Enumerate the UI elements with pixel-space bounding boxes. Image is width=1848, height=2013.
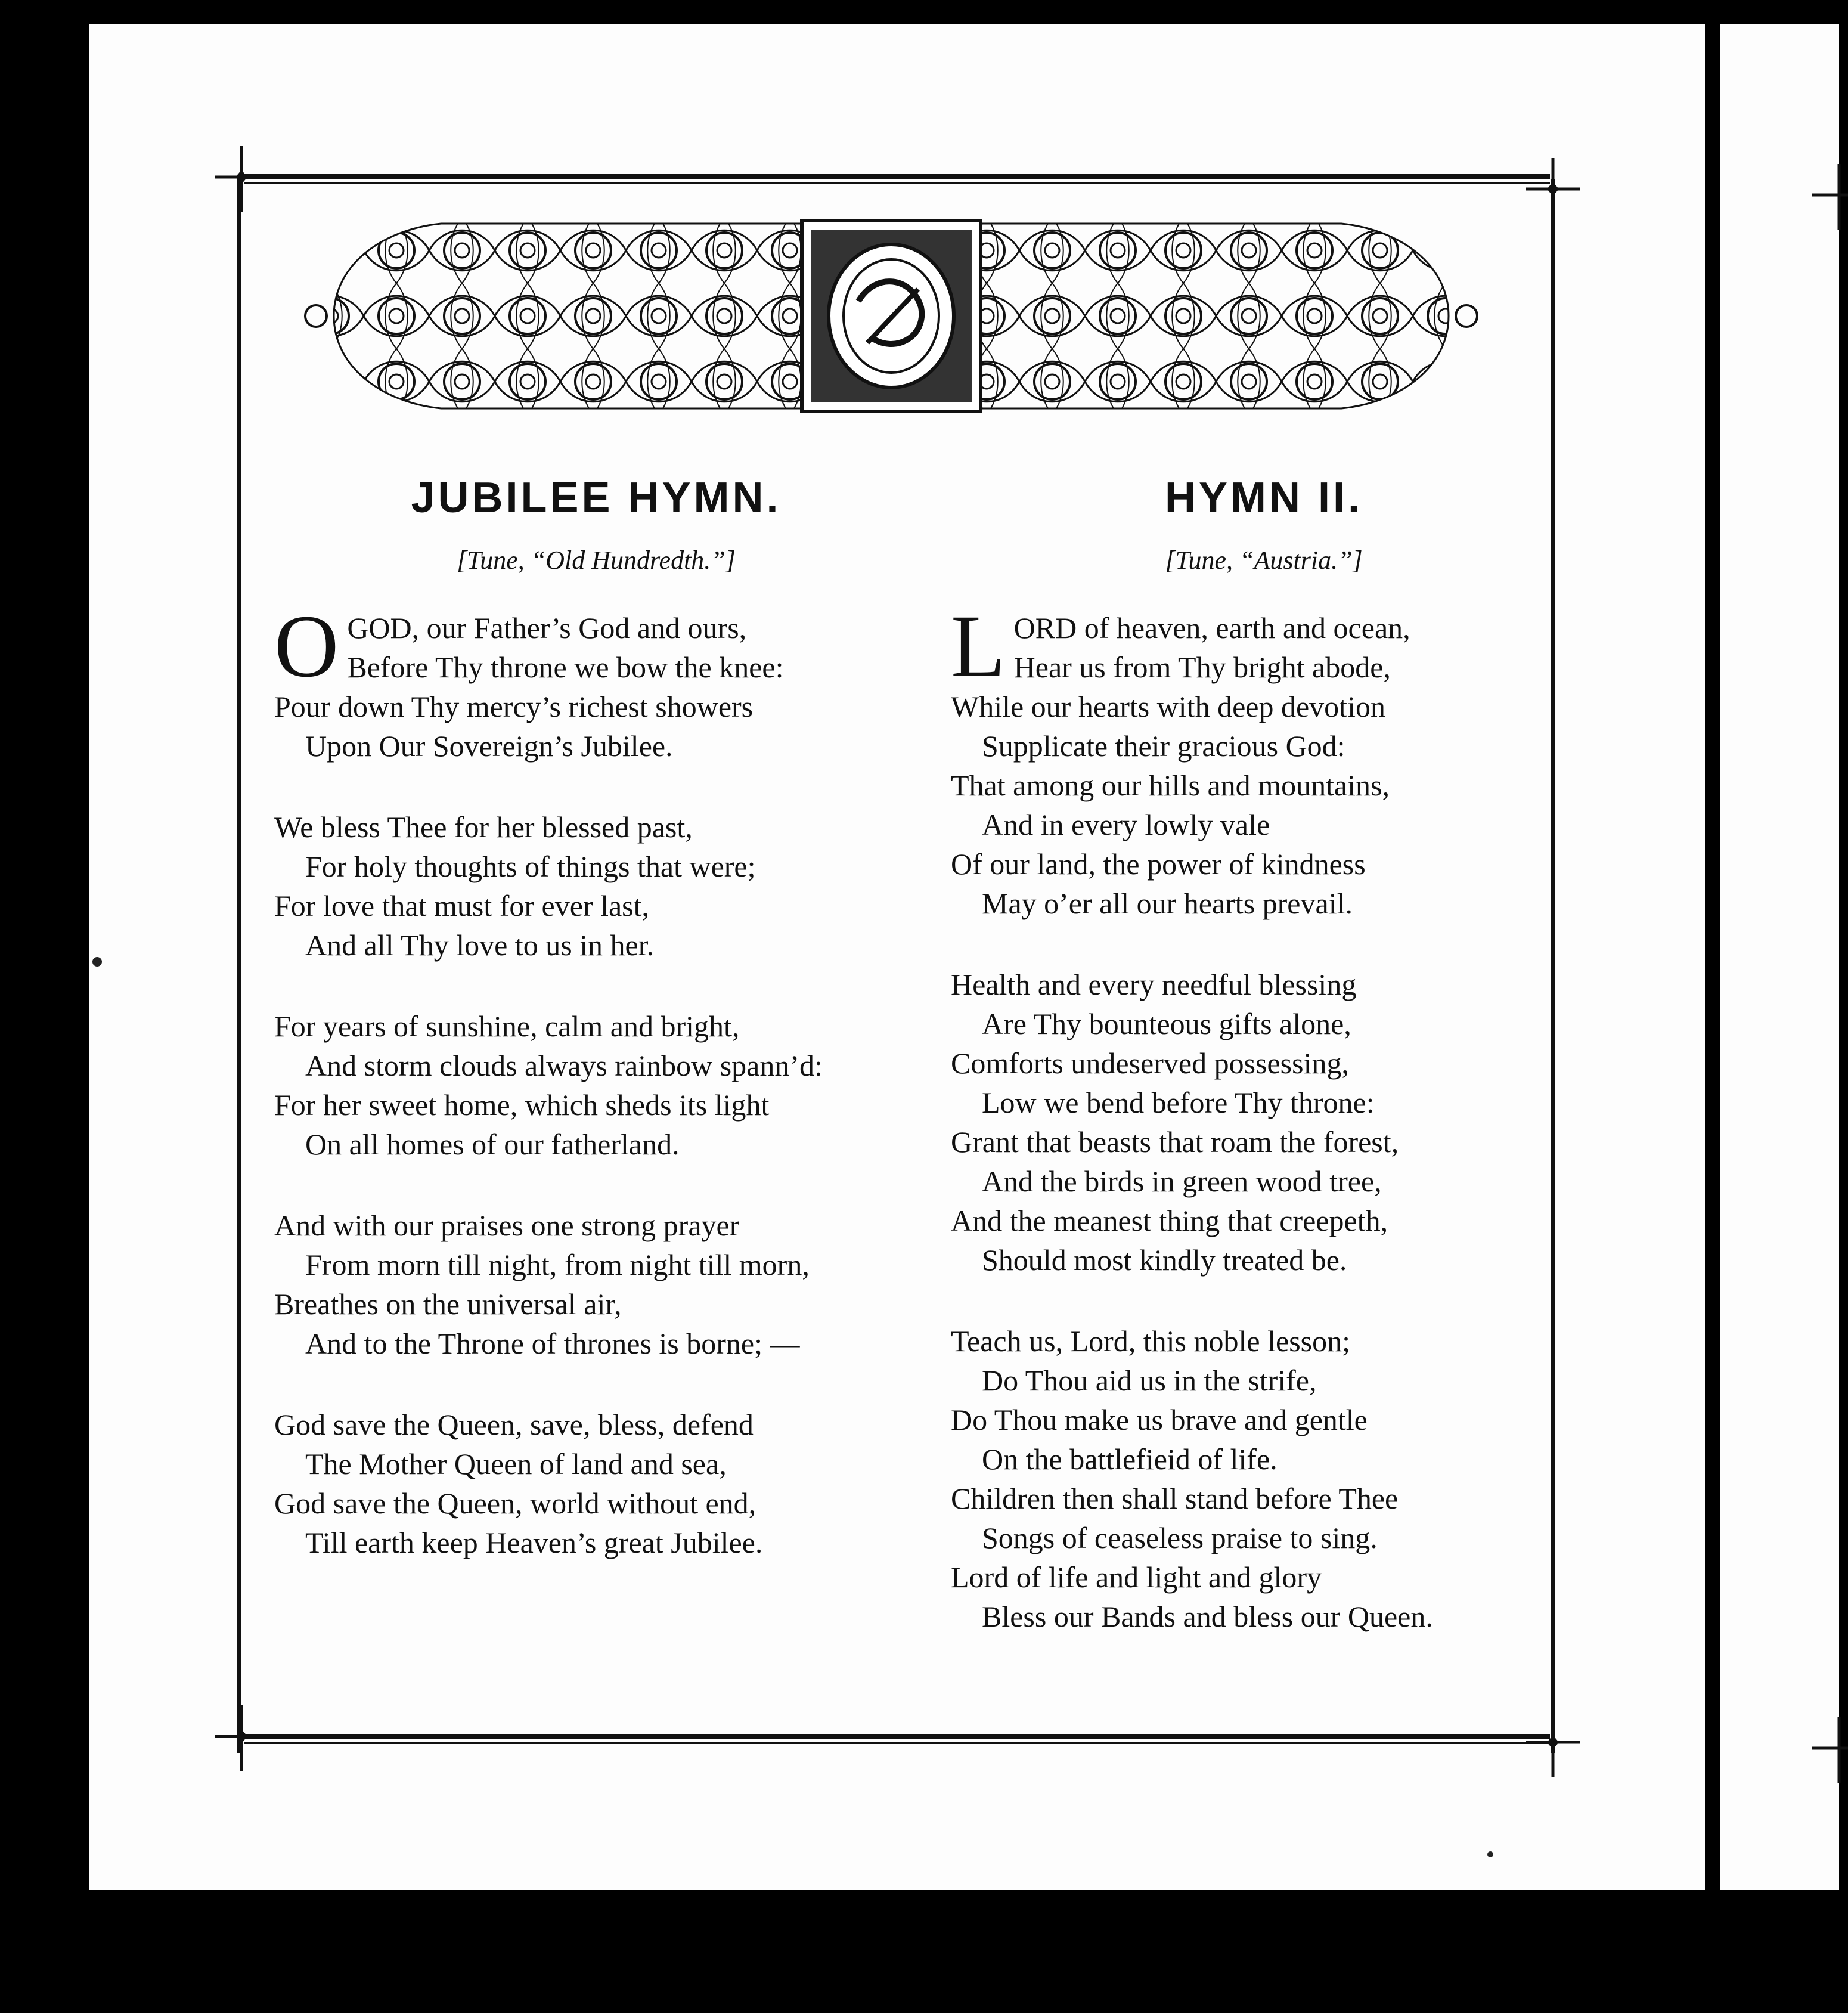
stanza [951, 965, 1577, 1280]
stanza [274, 1405, 918, 1562]
verse-line: Before Thy throne we bow the knee: [347, 651, 784, 684]
verse-line: Teach us, Lord, this noble lesson; [951, 1324, 1350, 1358]
stanza [274, 807, 918, 965]
verse-line: Songs of ceaseless praise to sing. [982, 1521, 1378, 1554]
hymn-ii-tune: [Tune, “Austria.”] [1165, 546, 1363, 575]
verse-line: God save the Queen, world without end, [274, 1486, 756, 1520]
verse-line: And storm clouds always rainbow spann’d: [305, 1049, 823, 1082]
frame-top-rule [244, 174, 1550, 179]
verse-line: While our hearts with deep devotion [951, 690, 1385, 723]
jubilee-hymn-title: JUBILEE HYMN. [411, 474, 782, 522]
verse-line: Do Thou aid us in the strife, [982, 1364, 1317, 1397]
verse-line: That among our hills and mountains, [951, 769, 1390, 802]
frame-top-rule-thin [244, 182, 1550, 184]
verse-line: On all homes of our fatherland. [305, 1128, 680, 1161]
drop-cap: O [274, 597, 339, 696]
verse-line: We bless Thee for her blessed past, [274, 810, 693, 844]
stanza [951, 597, 1577, 923]
verse-line: Upon Our Sovereign’s Jubilee. [305, 729, 673, 763]
verse-line: Low we bend before Thy throne: [982, 1086, 1375, 1119]
verse-line: And with our praises one strong prayer [274, 1209, 740, 1242]
verse-line: And all Thy love to us in her. [305, 928, 655, 962]
print-speck [92, 957, 102, 967]
stanza [274, 597, 918, 766]
verse-line: May o’er all our hearts prevail. [982, 887, 1353, 920]
verse-line: Do Thou make us brave and gentle [951, 1403, 1368, 1436]
adjacent-page-edge [1720, 24, 1839, 1890]
verse-line: For love that must for ever last, [274, 889, 650, 922]
corner-cross-icon [1812, 164, 1848, 230]
corner-cross-icon [215, 1705, 268, 1771]
verse-line: Lord of life and light and glory [951, 1560, 1322, 1594]
stanza [951, 1321, 1577, 1636]
verse-line: For holy thoughts of things that were; [305, 850, 756, 883]
corner-cross-icon [1526, 158, 1580, 224]
frame-bottom-rule [244, 1734, 1550, 1739]
verse-line: Till earth keep Heaven’s great Jubilee. [305, 1526, 763, 1559]
verse-line: Hear us from Thy bright abode, [1013, 651, 1391, 684]
decorative-header-ornament-icon [298, 218, 1484, 414]
verse-line: Comforts undeserved possessing, [951, 1046, 1349, 1080]
verse-line: On the battlefieid of life. [982, 1442, 1278, 1476]
verse-line: And the birds in green wood tree, [982, 1165, 1382, 1198]
corner-cross-icon [215, 146, 268, 212]
hymn-ii-column [951, 465, 1577, 1678]
verse-line: And to the Throne of thrones is borne; — [305, 1327, 800, 1360]
verse-line: The Mother Queen of land and sea, [305, 1447, 727, 1481]
verse-line: God save the Queen, save, bless, defend [274, 1408, 754, 1441]
verse-line: For her sweet home, which sheds its light [274, 1088, 770, 1122]
corner-cross-icon [1812, 1717, 1848, 1783]
frame-left-rule [237, 179, 241, 1753]
verse-line: For years of sunshine, calm and bright, [274, 1009, 740, 1043]
verse-line: Pour down Thy mercy’s richest showers [274, 690, 754, 723]
verse-line: Of our land, the power of kindness [951, 847, 1366, 881]
verse-line: And in every lowly vale [982, 808, 1270, 841]
verse-line: Grant that beasts that roam the forest, [951, 1125, 1399, 1159]
stanza [274, 1006, 918, 1164]
verse-line: From morn till night, from night till morn, [305, 1248, 810, 1281]
jubilee-hymn-column [274, 465, 918, 1604]
verse-line: Supplicate their gracious God: [982, 729, 1345, 763]
verse-line: Breathes on the universal air, [274, 1287, 622, 1321]
jubilee-hymn-tune: [Tune, “Old Hundredth.”] [457, 546, 736, 575]
frame-bottom-rule-thin [244, 1742, 1550, 1744]
verse-line: Children then shall stand before Thee [951, 1482, 1399, 1515]
print-speck [1487, 1851, 1493, 1857]
drop-cap: L [951, 597, 1006, 696]
stanza [274, 1206, 918, 1363]
hymn-ii-title: HYMN II. [1164, 474, 1363, 522]
verse-line: Bless our Bands and bless our Queen. [982, 1600, 1433, 1633]
verse-line: Are Thy bounteous gifts alone, [982, 1007, 1351, 1040]
verse-line: Should most kindly treated be. [982, 1243, 1347, 1277]
corner-cross-icon [1526, 1711, 1580, 1777]
verse-line: ORD of heaven, earth and ocean, [1013, 611, 1410, 645]
verse-line: And the meanest thing that creepeth, [951, 1204, 1388, 1237]
verse-line: GOD, our Father’s God and ours, [347, 611, 747, 645]
verse-line: Health and every needful blessing [951, 968, 1357, 1001]
